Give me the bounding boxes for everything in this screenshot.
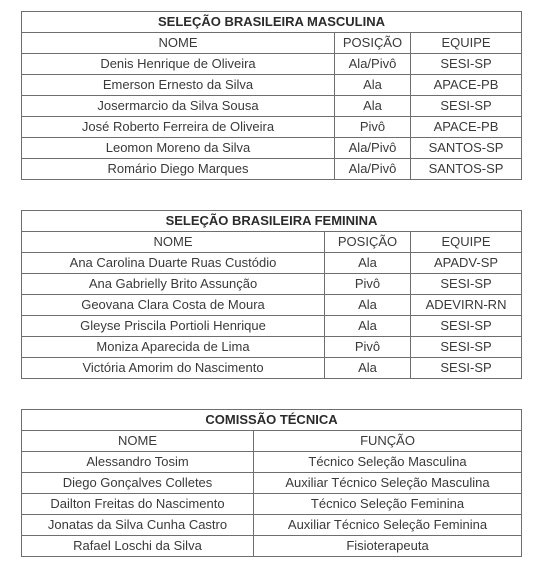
- player-position: Pivô: [335, 117, 411, 138]
- table-row: [22, 358, 522, 379]
- table-title-row: [22, 12, 522, 33]
- table-header-row: [22, 33, 522, 54]
- player-position: Pivô: [325, 337, 411, 358]
- table-row: [22, 117, 522, 138]
- player-team: ADEVIRN-RN: [411, 295, 522, 316]
- table-row: [22, 253, 522, 274]
- player-position: Ala: [325, 253, 411, 274]
- player-team: SESI-SP: [411, 337, 522, 358]
- player-position: Ala/Pivô: [335, 159, 411, 180]
- table-row: [22, 473, 522, 494]
- column-header: FUNÇÃO: [254, 431, 522, 452]
- staff-role: Auxiliar Técnico Seleção Feminina: [254, 515, 522, 536]
- table-row: [22, 515, 522, 536]
- player-name: Victória Amorim do Nascimento: [22, 358, 325, 379]
- player-position: Ala: [335, 96, 411, 117]
- column-header: EQUIPE: [411, 33, 522, 54]
- staff-name: Dailton Freitas do Nascimento: [22, 494, 254, 515]
- player-name: Gleyse Priscila Portioli Henrique: [22, 316, 325, 337]
- player-position: Ala: [325, 358, 411, 379]
- player-name: Josermarcio da Silva Sousa: [22, 96, 335, 117]
- women-team-table: [21, 210, 522, 379]
- staff-role: Auxiliar Técnico Seleção Masculina: [254, 473, 522, 494]
- player-team: SESI-SP: [411, 96, 522, 117]
- men-team-table: [21, 11, 522, 180]
- player-name: Leomon Moreno da Silva: [22, 138, 335, 159]
- table-header-row: [22, 431, 522, 452]
- table-row: [22, 452, 522, 473]
- player-team: SANTOS-SP: [411, 138, 522, 159]
- player-team: SESI-SP: [411, 358, 522, 379]
- player-position: Ala: [335, 75, 411, 96]
- player-position: Ala/Pivô: [335, 54, 411, 75]
- player-team: APACE-PB: [411, 75, 522, 96]
- player-team: SESI-SP: [411, 274, 522, 295]
- player-name: José Roberto Ferreira de Oliveira: [22, 117, 335, 138]
- staff-name: Rafael Loschi da Silva: [22, 536, 254, 557]
- column-header: POSIÇÃO: [325, 232, 411, 253]
- column-header: EQUIPE: [411, 232, 522, 253]
- table-row: [22, 316, 522, 337]
- player-name: Emerson Ernesto da Silva: [22, 75, 335, 96]
- staff-table: [21, 409, 522, 557]
- table-title: COMISSÃO TÉCNICA: [22, 410, 522, 431]
- staff-role: Técnico Seleção Masculina: [254, 452, 522, 473]
- table-row: [22, 138, 522, 159]
- player-name: Denis Henrique de Oliveira: [22, 54, 335, 75]
- player-name: Moniza Aparecida de Lima: [22, 337, 325, 358]
- player-name: Romário Diego Marques: [22, 159, 335, 180]
- table-row: [22, 536, 522, 557]
- table-row: [22, 75, 522, 96]
- player-position: Ala: [325, 316, 411, 337]
- player-position: Pivô: [325, 274, 411, 295]
- table-title: SELEÇÃO BRASILEIRA FEMININA: [22, 211, 522, 232]
- player-team: APACE-PB: [411, 117, 522, 138]
- player-team: SESI-SP: [411, 316, 522, 337]
- table-row: [22, 96, 522, 117]
- table-header-row: [22, 232, 522, 253]
- player-name: Ana Carolina Duarte Ruas Custódio: [22, 253, 325, 274]
- staff-role: Fisioterapeuta: [254, 536, 522, 557]
- table-title-row: [22, 410, 522, 431]
- column-header: NOME: [22, 431, 254, 452]
- player-name: Geovana Clara Costa de Moura: [22, 295, 325, 316]
- staff-role: Técnico Seleção Feminina: [254, 494, 522, 515]
- table-row: [22, 54, 522, 75]
- player-team: APADV-SP: [411, 253, 522, 274]
- player-position: Ala: [325, 295, 411, 316]
- player-team: SESI-SP: [411, 54, 522, 75]
- table-row: [22, 337, 522, 358]
- column-header: NOME: [22, 33, 335, 54]
- table-row: [22, 274, 522, 295]
- table-title: SELEÇÃO BRASILEIRA MASCULINA: [22, 12, 522, 33]
- staff-name: Alessandro Tosim: [22, 452, 254, 473]
- table-row: [22, 159, 522, 180]
- staff-name: Jonatas da Silva Cunha Castro: [22, 515, 254, 536]
- table-title-row: [22, 211, 522, 232]
- staff-name: Diego Gonçalves Colletes: [22, 473, 254, 494]
- column-header: NOME: [22, 232, 325, 253]
- table-row: [22, 295, 522, 316]
- player-team: SANTOS-SP: [411, 159, 522, 180]
- table-row: [22, 494, 522, 515]
- player-position: Ala/Pivô: [335, 138, 411, 159]
- column-header: POSIÇÃO: [335, 33, 411, 54]
- player-name: Ana Gabrielly Brito Assunção: [22, 274, 325, 295]
